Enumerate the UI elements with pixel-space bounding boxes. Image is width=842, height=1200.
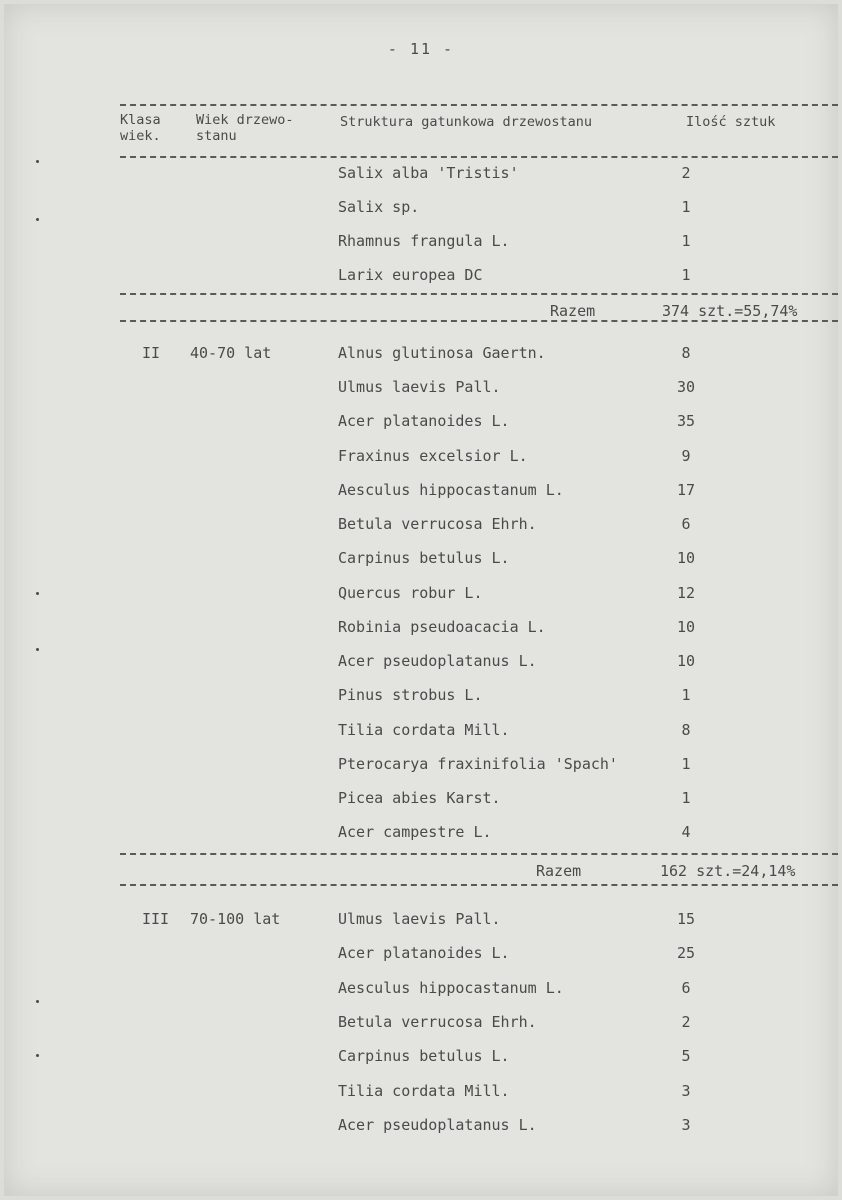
species-name: Larix europea DC (338, 266, 483, 284)
table-row (0, 1047, 842, 1071)
species-name: Quercus robur L. (338, 584, 483, 602)
species-name: Pterocarya fraxinifolia 'Spach' (338, 755, 618, 773)
species-count: 4 (681, 823, 691, 841)
species-name: Acer platanoides L. (338, 944, 510, 962)
header-age: Wiek drzewo- stanu (196, 112, 294, 144)
species-count: 9 (681, 447, 691, 465)
species-name: Tilia cordata Mill. (338, 1082, 510, 1100)
species-count: 6 (681, 979, 691, 997)
species-count: 2 (681, 1013, 691, 1031)
species-count: 3 (681, 1116, 691, 1134)
species-name: Carpinus betulus L. (338, 549, 510, 567)
subtotal-value: 162 szt.=24,14% (660, 862, 796, 880)
species-name: Acer pseudoplatanus L. (338, 652, 537, 670)
species-name: Aesculus hippocastanum L. (338, 979, 564, 997)
species-name: Pinus strobus L. (338, 686, 483, 704)
table-row (0, 515, 842, 539)
margin-dot (36, 1054, 39, 1057)
subtotal-label: Razem (550, 302, 596, 320)
table-row (0, 232, 842, 256)
header-structure: Struktura gatunkowa drzewostanu (340, 114, 592, 130)
table-row (0, 447, 842, 471)
species-name: Salix alba 'Tristis' (338, 164, 519, 182)
table-row (0, 652, 842, 676)
table-top-rule (120, 104, 838, 106)
table-row (0, 686, 842, 710)
subtotal-bottom-rule (120, 320, 838, 322)
table-row (0, 198, 842, 222)
species-count: 10 (676, 549, 696, 567)
species-count: 15 (676, 910, 696, 928)
table-row (0, 944, 842, 968)
header-class: Klasa wiek. (120, 112, 161, 144)
species-name: Acer campestre L. (338, 823, 492, 841)
species-name: Betula verrucosa Ehrh. (338, 1013, 537, 1031)
header-bottom-rule (120, 156, 838, 158)
species-name: Acer pseudoplatanus L. (338, 1116, 537, 1134)
subtotal-label: Razem (536, 862, 582, 880)
species-count: 35 (676, 412, 696, 430)
stand-age: 70-100 lat (190, 910, 281, 928)
species-count: 1 (681, 755, 691, 773)
table-row (0, 910, 842, 934)
margin-dot (36, 592, 39, 595)
table-row (0, 618, 842, 642)
margin-dot (36, 160, 39, 163)
species-count: 2 (681, 164, 691, 182)
species-count: 10 (676, 652, 696, 670)
species-name: Carpinus betulus L. (338, 1047, 510, 1065)
species-count: 8 (681, 344, 691, 362)
table-row (0, 1082, 842, 1106)
table-row (0, 481, 842, 505)
table-row (0, 823, 842, 847)
species-name: Robinia pseudoacacia L. (338, 618, 546, 636)
species-name: Acer platanoides L. (338, 412, 510, 430)
species-count: 12 (676, 584, 696, 602)
species-count: 17 (676, 481, 696, 499)
species-name: Rhamnus frangula L. (338, 232, 510, 250)
subtotal-value: 374 szt.=55,74% (662, 302, 798, 320)
table-row (0, 266, 842, 290)
species-count: 3 (681, 1082, 691, 1100)
species-name: Salix sp. (338, 198, 420, 216)
age-class: III (142, 910, 170, 928)
table-row (0, 721, 842, 745)
species-count: 10 (676, 618, 696, 636)
species-name: Betula verrucosa Ehrh. (338, 515, 537, 533)
table-row (0, 378, 842, 402)
table-row (0, 1116, 842, 1140)
table-row (0, 584, 842, 608)
age-class: II (142, 344, 161, 362)
subtotal-top-rule (120, 853, 838, 855)
species-name: Fraxinus excelsior L. (338, 447, 528, 465)
table-row (0, 549, 842, 573)
table-row (0, 164, 842, 188)
table-row (0, 344, 842, 368)
species-count: 1 (681, 232, 691, 250)
species-count: 1 (681, 789, 691, 807)
species-name: Alnus glutinosa Gaertn. (338, 344, 546, 362)
species-name: Ulmus laevis Pall. (338, 910, 501, 928)
species-count: 8 (681, 721, 691, 739)
margin-dot (36, 1000, 39, 1003)
species-name: Picea abies Karst. (338, 789, 501, 807)
subtotal-top-rule (120, 293, 838, 295)
species-count: 30 (676, 378, 696, 396)
table-row (0, 412, 842, 436)
table-row (0, 979, 842, 1003)
table-row (0, 755, 842, 779)
table-row (0, 1013, 842, 1037)
species-count: 1 (681, 198, 691, 216)
species-count: 1 (681, 266, 691, 284)
stand-age: 40-70 lat (190, 344, 272, 362)
page-number: - 11 - (387, 40, 455, 58)
table-row (0, 789, 842, 813)
species-count: 1 (681, 686, 691, 704)
species-count: 5 (681, 1047, 691, 1065)
margin-dot (36, 648, 39, 651)
margin-dot (36, 218, 39, 221)
species-count: 25 (676, 944, 696, 962)
subtotal-bottom-rule (120, 884, 838, 886)
species-name: Aesculus hippocastanum L. (338, 481, 564, 499)
species-name: Ulmus laevis Pall. (338, 378, 501, 396)
species-name: Tilia cordata Mill. (338, 721, 510, 739)
header-count: Ilość sztuk (686, 114, 776, 130)
species-count: 6 (681, 515, 691, 533)
